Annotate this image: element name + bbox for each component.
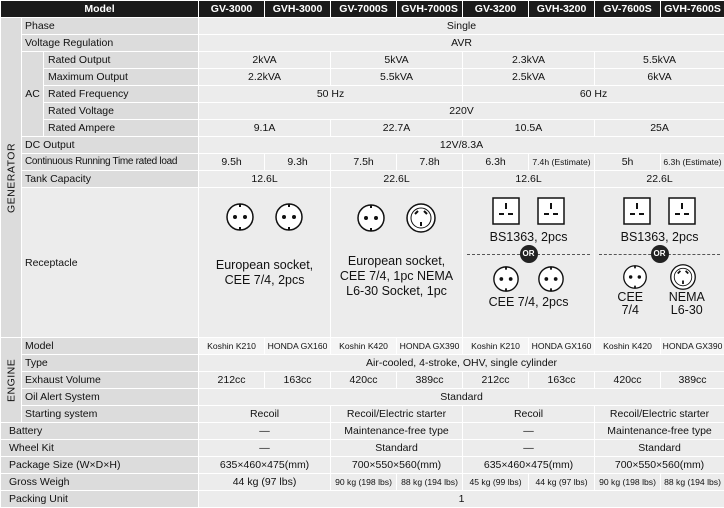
cell-value: 44 kg (97 lbs) — [529, 474, 595, 491]
cell-value: Koshin K210 — [199, 338, 265, 355]
receptacle-text: European socket, CEE 7/4, 1pc NEMA L6-30 Socket, 1pc — [331, 254, 462, 299]
cell-value: Koshin K420 — [595, 338, 661, 355]
receptacle-group-2 — [331, 188, 463, 338]
cell-value: Recoil/Electric starter — [595, 406, 724, 423]
row-tank-capacity — [1, 171, 724, 188]
row-rated-ampere — [1, 120, 724, 137]
row-label: Battery — [1, 423, 199, 440]
model-header: Model — [1, 1, 199, 18]
cell-value: 45 kg (99 lbs) — [463, 474, 529, 491]
cell-value: 220V — [199, 103, 724, 120]
bs1363-socket-icon — [622, 196, 652, 226]
cell-value: Standard — [595, 440, 724, 457]
receptacle-group-1 — [199, 188, 331, 338]
bs1363-socket-icon — [491, 196, 521, 226]
cell-value: 88 kg (194 lbs) — [661, 474, 724, 491]
cell-value: 50 Hz — [199, 86, 463, 103]
cell-value: 2kVA — [199, 52, 331, 69]
nema-socket-icon — [669, 263, 697, 291]
cell-value: 12.6L — [199, 171, 331, 188]
row-rated-frequency — [1, 86, 724, 103]
row-exhaust-volume — [1, 372, 724, 389]
row-battery — [1, 423, 724, 440]
row-packing-unit — [1, 491, 724, 508]
receptacle-text: BS1363, 2pcs — [595, 230, 724, 245]
cell-value: 212cc — [199, 372, 265, 389]
row-type — [1, 355, 724, 372]
cell-value: 90 kg (198 lbs) — [595, 474, 661, 491]
row-label: Rated Ampere — [44, 120, 199, 137]
bs1363-socket-icon — [536, 196, 566, 226]
cell-value: 7.8h — [397, 154, 463, 171]
cell-value: HONDA GX390 — [397, 338, 463, 355]
row-voltage-regulation — [1, 35, 724, 52]
cell-value: Air-cooled, 4-stroke, OHV, single cylinder — [199, 355, 724, 372]
row-label: Rated Frequency — [44, 86, 199, 103]
cell-value: 389cc — [661, 372, 724, 389]
bs1363-socket-icon — [667, 196, 697, 226]
model-column-header: GV-3200 — [463, 1, 529, 18]
cell-value: 88 kg (194 lbs) — [397, 474, 463, 491]
cell-value: 700×550×560(mm) — [595, 457, 724, 474]
cee-socket-icon — [492, 265, 520, 293]
receptacle-text: European socket, CEE 7/4, 2pcs — [199, 258, 330, 288]
cee-socket-icon — [274, 202, 304, 232]
cell-value: Koshin K210 — [463, 338, 529, 355]
receptacle-text: CEE 7/4, 2pcs — [463, 295, 594, 310]
row-label: Exhaust Volume — [22, 372, 199, 389]
cell-value: Recoil/Electric starter — [331, 406, 463, 423]
cell-value: 10.5A — [463, 120, 595, 137]
receptacle-text: CEE 7/4 — [610, 291, 650, 317]
cee-socket-icon — [225, 202, 255, 232]
row-receptacle — [1, 188, 724, 338]
cell-value: 635×460×475(mm) — [199, 457, 331, 474]
section-engine-label: ENGINE — [1, 338, 22, 423]
cell-value: HONDA GX160 — [529, 338, 595, 355]
cell-value: 1 — [199, 491, 724, 508]
voltage-regulation-value: AVR — [199, 35, 724, 52]
cell-value: 5h — [595, 154, 661, 171]
row-starting-system — [1, 406, 724, 423]
row-rated-voltage — [1, 103, 724, 120]
cell-value: Standard — [331, 440, 463, 457]
row-label: Starting system — [22, 406, 199, 423]
cell-value: 7.4h (Estimate) — [529, 154, 595, 171]
row-label: Maximum Output — [44, 69, 199, 86]
or-badge: OR — [520, 245, 538, 263]
cell-value: 6kVA — [595, 69, 724, 86]
model-column-header: GV-7600S — [595, 1, 661, 18]
cell-value: — — [463, 440, 595, 457]
row-package-size — [1, 457, 724, 474]
cell-value: 2.3kVA — [463, 52, 595, 69]
cell-value: 9.3h — [265, 154, 331, 171]
receptacle-group-3 — [463, 188, 595, 338]
row-oil-alert — [1, 389, 724, 406]
cell-value: Maintenance-free type — [331, 423, 463, 440]
model-column-header: GV-3000 — [199, 1, 265, 18]
ac-group-label: AC — [22, 52, 44, 137]
cell-value: 2.5kVA — [463, 69, 595, 86]
cell-value: 212cc — [463, 372, 529, 389]
row-label: Tank Capacity — [22, 171, 199, 188]
nema-socket-icon — [405, 202, 437, 234]
row-label: Rated Voltage — [44, 103, 199, 120]
cell-value: Koshin K420 — [331, 338, 397, 355]
row-label: Model — [22, 338, 199, 355]
cell-value: 163cc — [529, 372, 595, 389]
row-rated-output — [1, 52, 724, 69]
cell-value: 9.1A — [199, 120, 331, 137]
section-generator-label: GENERATOR — [1, 18, 22, 338]
cell-value: HONDA GX390 — [661, 338, 724, 355]
row-label: Gross Weigh — [1, 474, 199, 491]
cell-value: 420cc — [331, 372, 397, 389]
row-engine-model — [1, 338, 724, 355]
cell-value: 12.6L — [463, 171, 595, 188]
row-label: Phase — [22, 18, 199, 35]
receptacle-group-4 — [595, 188, 724, 338]
cell-value: — — [199, 440, 331, 457]
cell-value: 44 kg (97 lbs) — [199, 474, 331, 491]
row-label: Packing Unit — [1, 491, 199, 508]
cell-value: Recoil — [199, 406, 331, 423]
row-wheel-kit — [1, 440, 724, 457]
row-label: Package Size (W×D×H) — [1, 457, 199, 474]
cell-value: 420cc — [595, 372, 661, 389]
cell-value: 635×460×475(mm) — [463, 457, 595, 474]
cee-socket-icon — [622, 264, 648, 290]
cell-value: Standard — [199, 389, 724, 406]
cell-value: 7.5h — [331, 154, 397, 171]
model-column-header: GVH-7000S — [397, 1, 463, 18]
header-row — [1, 1, 724, 18]
cell-value: — — [463, 423, 595, 440]
phase-value: Single — [199, 18, 724, 35]
cell-value: 389cc — [397, 372, 463, 389]
cell-value: 90 kg (198 lbs) — [331, 474, 397, 491]
row-maximum-output — [1, 69, 724, 86]
cee-socket-icon — [356, 203, 386, 233]
cell-value: 22.7A — [331, 120, 463, 137]
cell-value: 25A — [595, 120, 724, 137]
cell-value: 5.5kVA — [331, 69, 463, 86]
cee-socket-icon — [537, 265, 565, 293]
model-column-header: GV-7000S — [331, 1, 397, 18]
cell-value: 5kVA — [331, 52, 463, 69]
or-badge: OR — [651, 245, 669, 263]
cell-value: Maintenance-free type — [595, 423, 724, 440]
receptacle-text: NEMA L6-30 — [665, 291, 709, 317]
row-label: Voltage Regulation — [22, 35, 199, 52]
cell-value: — — [199, 423, 331, 440]
row-label: Wheel Kit — [1, 440, 199, 457]
cell-value: 60 Hz — [463, 86, 724, 103]
cell-value: 12V/8.3A — [199, 137, 724, 154]
row-phase — [1, 18, 724, 35]
cell-value: 2.2kVA — [199, 69, 331, 86]
cell-value: 22.6L — [595, 171, 724, 188]
row-label: Rated Output — [44, 52, 199, 69]
cell-value: 9.5h — [199, 154, 265, 171]
cell-value: Recoil — [463, 406, 595, 423]
cell-value: 22.6L — [331, 171, 463, 188]
row-dc-output — [1, 137, 724, 154]
row-continuous-running — [1, 154, 724, 171]
cell-value: 6.3h — [463, 154, 529, 171]
model-column-header: GVH-3000 — [265, 1, 331, 18]
row-label: Type — [22, 355, 199, 372]
model-column-header: GVH-7600S — [661, 1, 724, 18]
model-column-header: GVH-3200 — [529, 1, 595, 18]
row-label: Continuous Running Time rated load — [22, 154, 199, 171]
row-label: Receptacle — [22, 188, 199, 338]
cell-value: 163cc — [265, 372, 331, 389]
row-label: Oil Alert System — [22, 389, 199, 406]
cell-value: HONDA GX160 — [265, 338, 331, 355]
row-gross-weight — [1, 474, 724, 491]
cell-value: 6.3h (Estimate) — [661, 154, 724, 171]
row-label: DC Output — [22, 137, 199, 154]
receptacle-text: BS1363, 2pcs — [463, 230, 594, 245]
cell-value: 5.5kVA — [595, 52, 724, 69]
cell-value: 700×550×560(mm) — [331, 457, 463, 474]
